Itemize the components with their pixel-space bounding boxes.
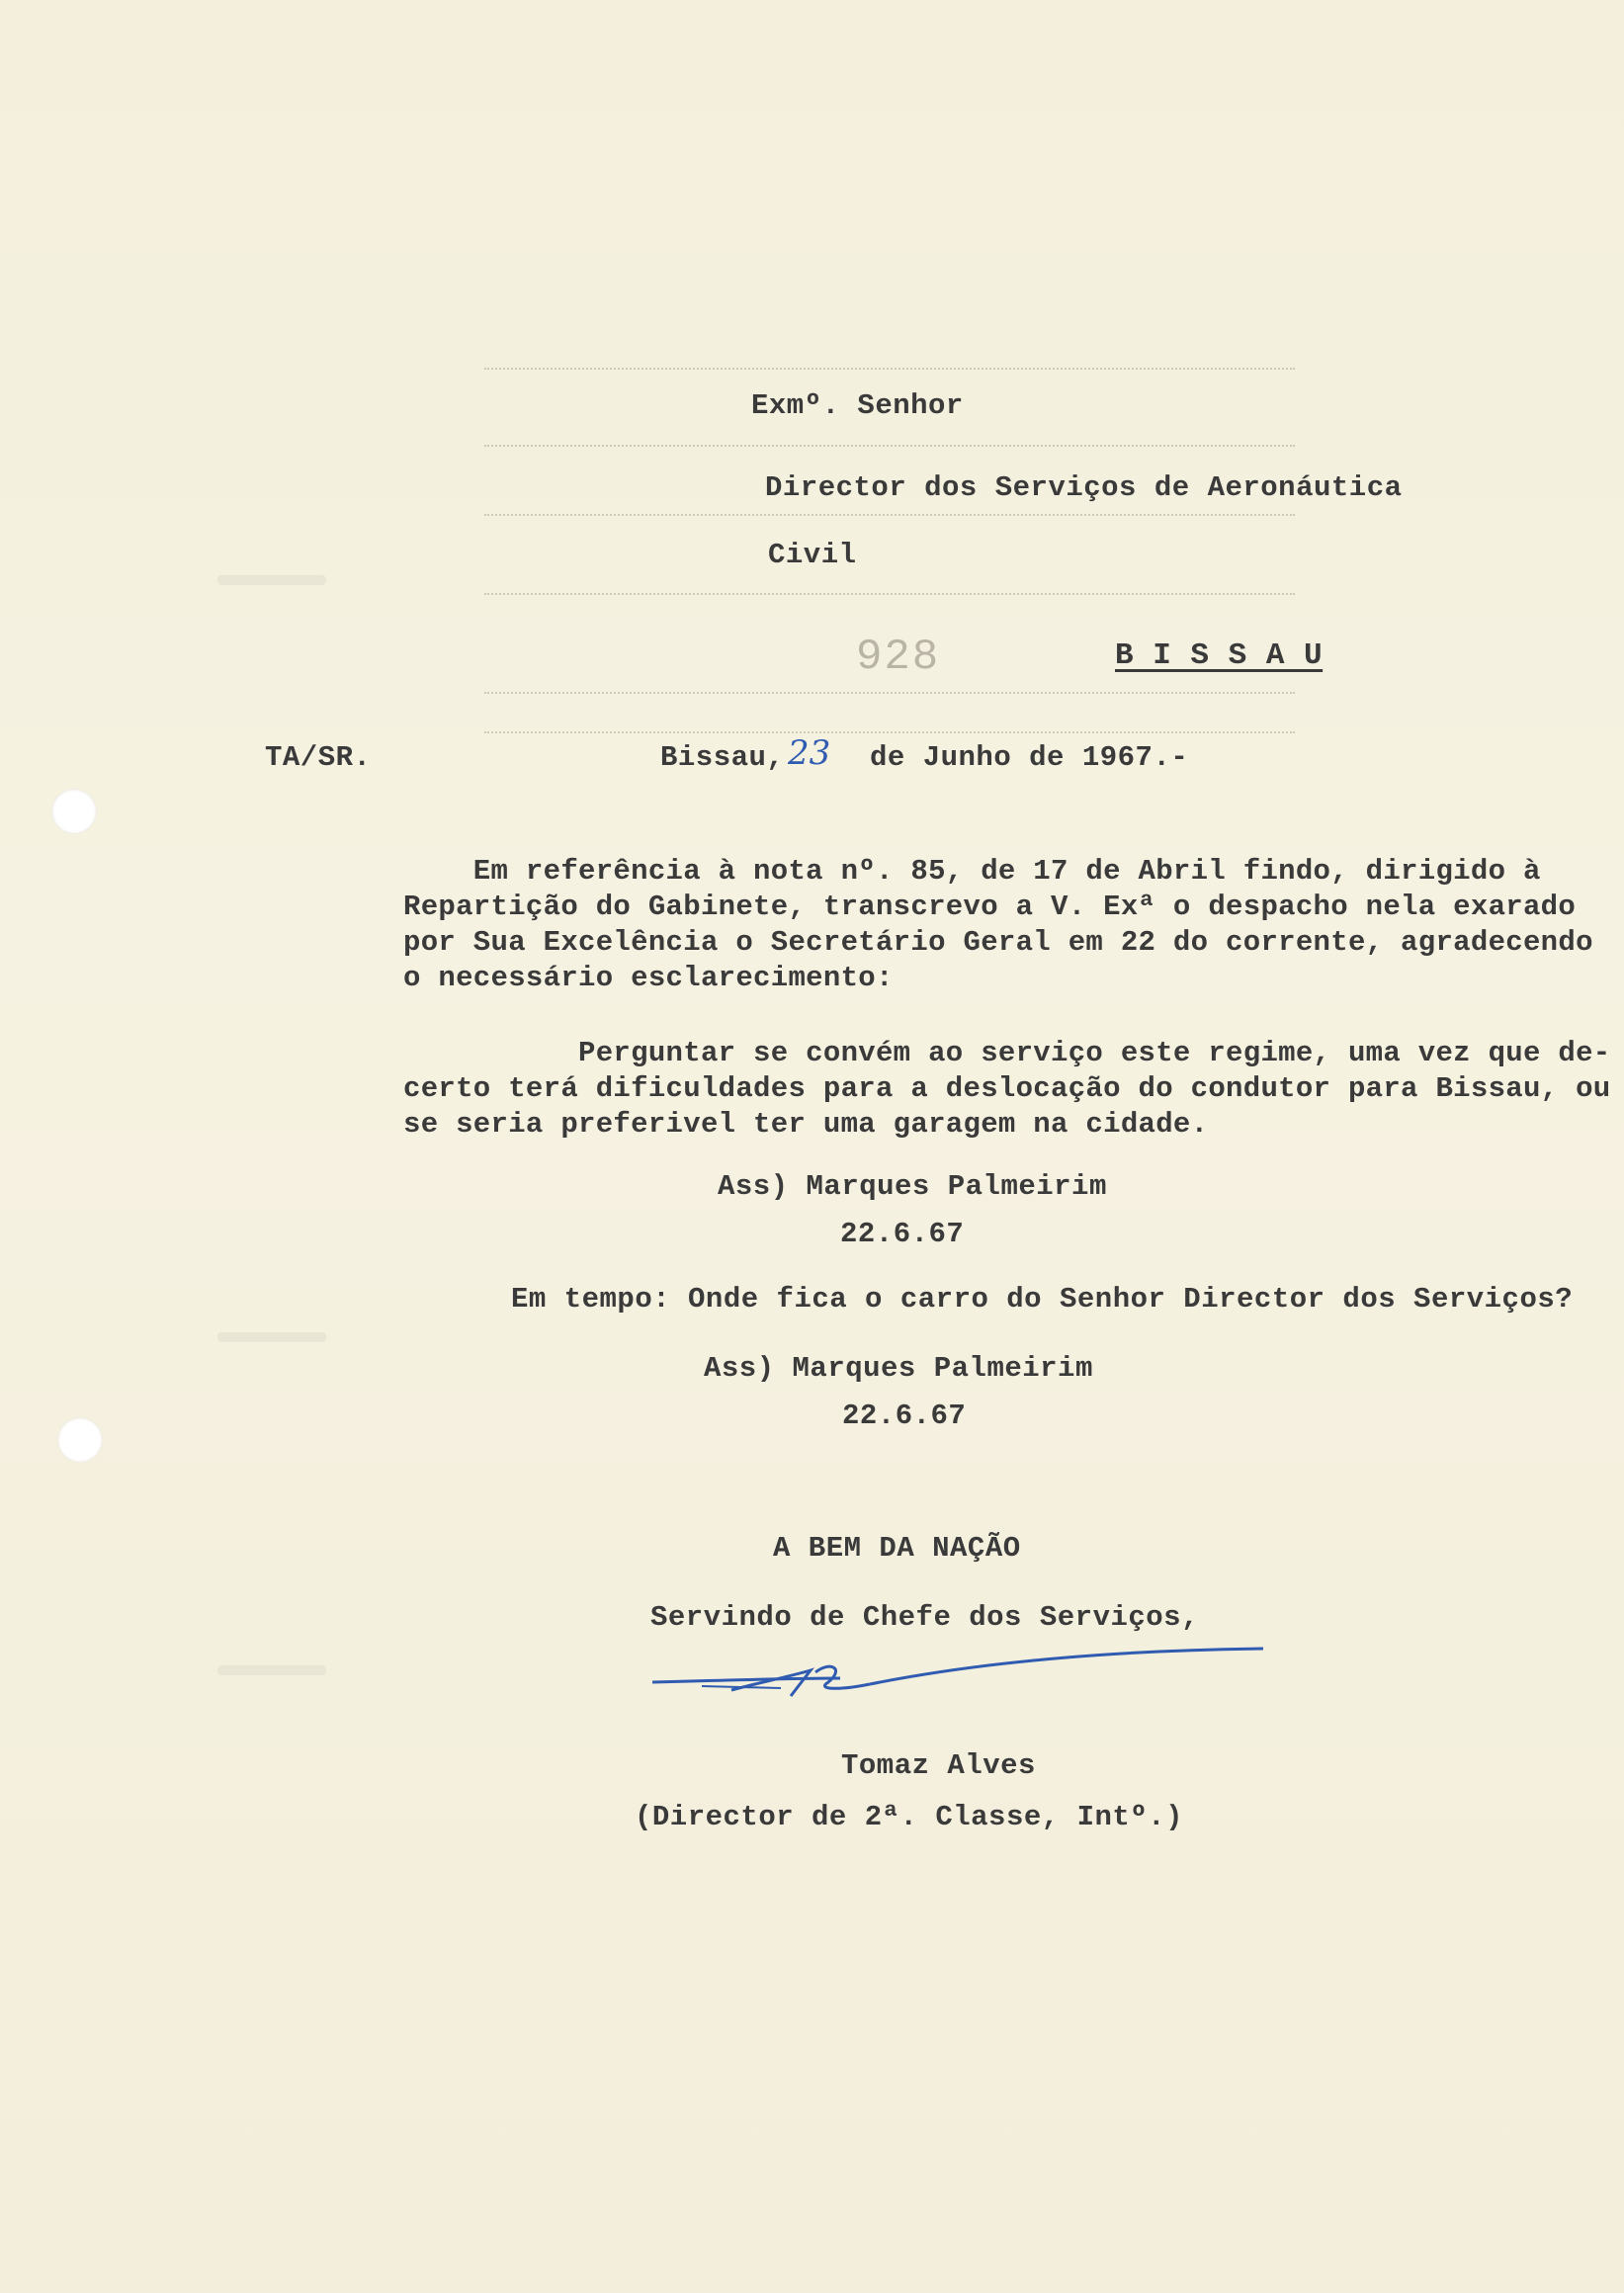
signatory-role: Servindo de Chefe dos Serviços, [650, 1601, 1199, 1634]
addressee-title-line2: Civil [768, 539, 857, 571]
paragraph-line: por Sua Excelência o Secretário Geral em 22 do corrente, agradecendo [403, 926, 1593, 959]
bleed-mark [217, 1332, 326, 1342]
signature-date: 22.6.67 [840, 1218, 965, 1250]
paragraph-line: Em referência à nota nº. 85, de 17 de Abril findo, dirigido à [403, 855, 1541, 888]
form-line [484, 368, 1295, 370]
date-day-handwritten: 23 [788, 733, 831, 773]
stamp-number: 928 [856, 633, 941, 682]
form-line [484, 514, 1295, 516]
bleed-mark [217, 1665, 326, 1675]
form-line [484, 692, 1295, 694]
reference-code: TA/SR. [265, 741, 372, 774]
signature-icon [642, 1621, 1275, 1700]
form-line [484, 445, 1295, 447]
signatory-name: Tomaz Alves [841, 1749, 1036, 1782]
city-heading: B I S S A U [1115, 638, 1324, 673]
paragraph-line: Repartição do Gabinete, transcrevo a V. Exª o despacho nela exarado [403, 891, 1577, 923]
date-prefix: Bissau, [660, 741, 785, 774]
addressee-title-line1: Director dos Serviços de Aeronáutica [765, 471, 1403, 504]
paragraph-line: o necessário esclarecimento: [403, 962, 894, 994]
signatory-position: (Director de 2ª. Classe, Intº.) [635, 1801, 1183, 1833]
punch-hole [51, 789, 97, 834]
postscript: Em tempo: Onde fica o carro do Senhor Director dos Serviços? [511, 1283, 1574, 1316]
signature-date: 22.6.67 [842, 1400, 967, 1432]
signature-name: Ass) Marques Palmeirim [704, 1352, 1093, 1385]
date-suffix: de Junho de 1967.- [870, 741, 1189, 774]
signature-name: Ass) Marques Palmeirim [718, 1170, 1107, 1203]
motto: A BEM DA NAÇÃO [773, 1532, 1021, 1565]
punch-hole [57, 1417, 103, 1463]
quote-line: se seria preferivel ter uma garagem na cidade. [403, 1108, 1209, 1141]
quote-line: certo terá dificuldades para a deslocação do condutor para Bissau, ou [403, 1072, 1611, 1105]
form-line [484, 731, 1295, 733]
salutation: Exmº. Senhor [751, 389, 964, 422]
form-line [484, 593, 1295, 595]
bleed-mark [217, 575, 326, 585]
quote-line: Perguntar se convém ao serviço este regime, uma vez que de- [403, 1037, 1611, 1069]
